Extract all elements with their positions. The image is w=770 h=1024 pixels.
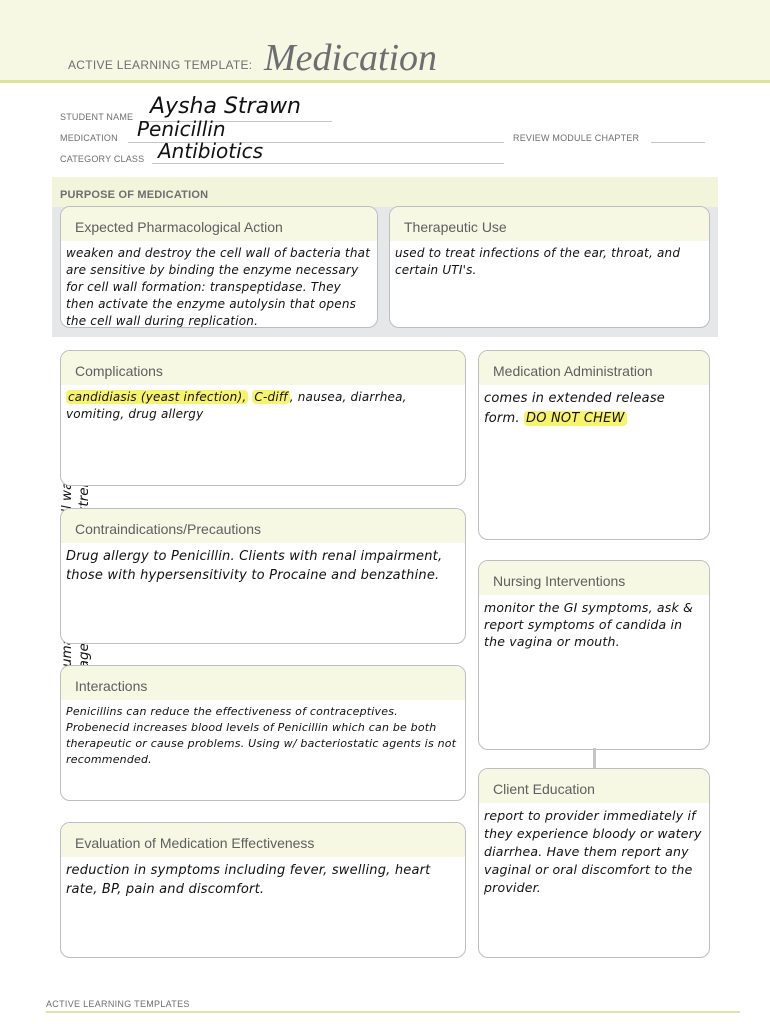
evaluation-title: Evaluation of Medication Effectiveness bbox=[75, 835, 315, 851]
expected-action-header bbox=[61, 207, 377, 241]
complications-rest: , nausea, diarrhea, vomiting, drug allergy bbox=[66, 390, 407, 421]
interactions-text[interactable]: Penicillins can reduce the effectiveness of contraceptives. Probenecid increases blood levels of Penicillin which can be both therapeutic or cause problems. Using w/ bacteriostatic agents is not recommended. bbox=[66, 705, 457, 766]
interactions-header bbox=[61, 666, 465, 700]
therapeutic-use-card bbox=[389, 206, 710, 328]
therapeutic-use-text[interactable]: used to treat infections of the ear, throat, and certain UTI's. bbox=[395, 246, 681, 277]
therapeutic-use-header bbox=[390, 207, 709, 241]
footer-rule bbox=[46, 1011, 740, 1013]
complications-header bbox=[61, 351, 465, 385]
template-label: ACTIVE LEARNING TEMPLATE: bbox=[68, 58, 253, 72]
evaluation-text[interactable]: reduction in symptoms including fever, swelling, heart rate, BP, pain and discomfort. bbox=[66, 863, 431, 897]
card-connector bbox=[593, 748, 596, 770]
client-education-title: Client Education bbox=[493, 781, 595, 797]
expected-action-text[interactable]: weaken and destroy the cell wall of bacteria that are sensitive by binding the enzyme necessary for cell wall formation: transpeptidase. They then activate the enzyme autolysin that opens the cell wall during replication. bbox=[66, 246, 371, 328]
contraindications-card bbox=[60, 508, 466, 644]
med-admin-card bbox=[478, 350, 710, 540]
review-module-label: REVIEW MODULE CHAPTER bbox=[513, 133, 640, 143]
client-education-card bbox=[478, 768, 710, 958]
expected-action-card bbox=[60, 206, 378, 328]
complications-card bbox=[60, 350, 466, 486]
highlight-cdiff: C-diff bbox=[254, 390, 288, 404]
client-education-text[interactable]: report to provider immediately if they experience bloody or watery diarrhea. Have them report any vaginal or oral discomfort to the provider. bbox=[484, 808, 702, 895]
evaluation-header bbox=[61, 823, 465, 857]
nursing-title: Nursing Interventions bbox=[493, 573, 626, 589]
category-label: CATEGORY CLASS bbox=[60, 154, 145, 164]
nursing-text[interactable]: monitor the GI symptoms, ask & report symptoms of candida in the vagina or mouth. bbox=[484, 600, 694, 649]
category-line bbox=[152, 163, 504, 164]
complications-text[interactable] bbox=[61, 385, 465, 423]
student-name-field[interactable]: Aysha Strawn bbox=[150, 94, 302, 119]
student-name-label: STUDENT NAME bbox=[60, 112, 134, 122]
evaluation-card bbox=[60, 822, 466, 958]
med-admin-text[interactable] bbox=[479, 385, 709, 429]
nursing-card bbox=[478, 560, 710, 750]
highlight-do-not-chew: DO NOT CHEW bbox=[526, 411, 625, 426]
med-admin-title: Medication Administration bbox=[493, 363, 653, 379]
interactions-card bbox=[60, 665, 466, 801]
review-module-line[interactable] bbox=[651, 142, 705, 143]
therapeutic-use-title: Therapeutic Use bbox=[404, 219, 507, 235]
nursing-header bbox=[479, 561, 709, 595]
medication-field[interactable]: Penicillin bbox=[137, 117, 226, 141]
med-admin-header bbox=[479, 351, 709, 385]
page-title: Medication bbox=[264, 37, 438, 79]
purpose-title: PURPOSE OF MEDICATION bbox=[60, 189, 209, 201]
category-field[interactable]: Antibiotics bbox=[158, 139, 264, 163]
interactions-title: Interactions bbox=[75, 678, 148, 694]
footer-label: ACTIVE LEARNING TEMPLATES bbox=[46, 999, 190, 1009]
contraindications-header bbox=[61, 509, 465, 543]
expected-action-title: Expected Pharmacological Action bbox=[75, 219, 283, 235]
complications-title: Complications bbox=[75, 363, 163, 379]
contraindications-text[interactable]: Drug allergy to Penicillin. Clients with renal impairment, those with hypersensitivity to Procaine and benzathine. bbox=[66, 549, 443, 583]
contraindications-title: Contraindications/Precautions bbox=[75, 521, 261, 537]
header-rule bbox=[0, 80, 770, 83]
client-education-header bbox=[479, 769, 709, 803]
highlight-candidiasis: candidiasis (yeast infection), bbox=[68, 390, 247, 404]
med-admin-body: comes in extended release form. bbox=[484, 391, 666, 426]
medication-label: MEDICATION bbox=[60, 133, 118, 143]
